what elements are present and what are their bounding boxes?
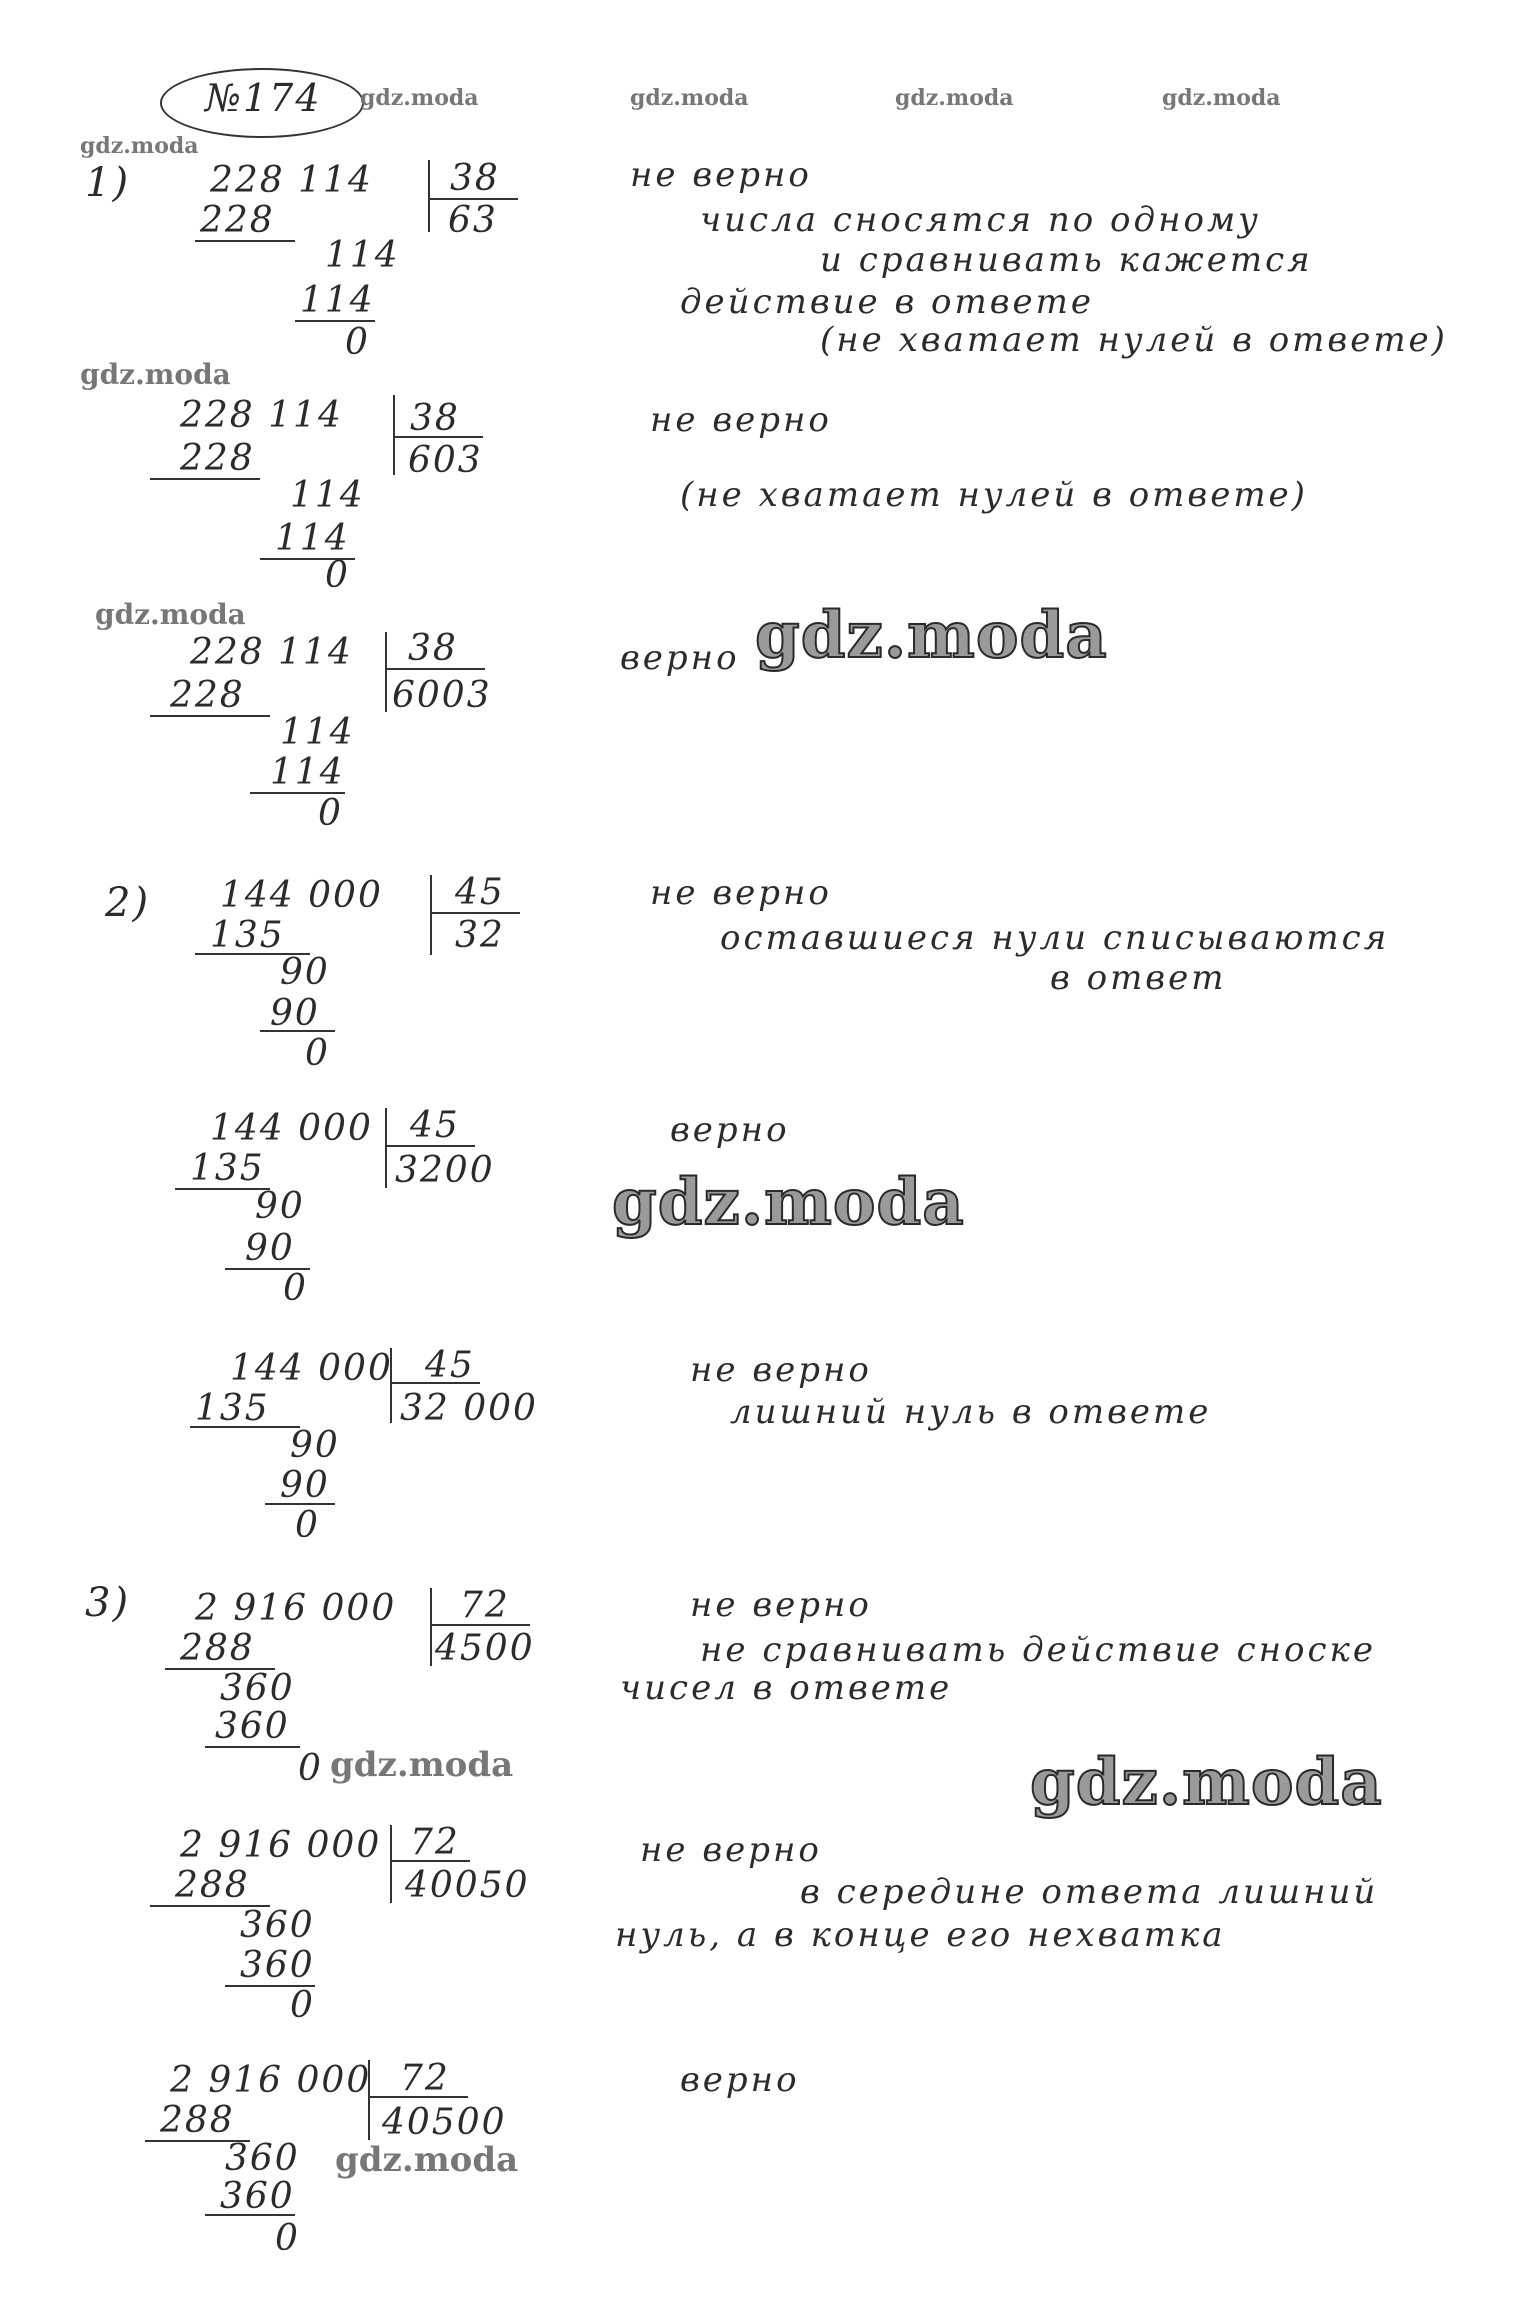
step: 0 bbox=[290, 1985, 315, 2026]
quotient: 32 bbox=[455, 915, 505, 956]
step: 0 bbox=[298, 1748, 323, 1789]
step: 0 bbox=[325, 555, 350, 596]
divisor: 45 bbox=[455, 872, 505, 913]
step: 0 bbox=[295, 1505, 320, 1546]
divisor: 72 bbox=[460, 1585, 510, 1626]
watermark: gdz.moda bbox=[360, 85, 479, 111]
quotient: 603 bbox=[408, 440, 483, 481]
step: 0 bbox=[305, 1033, 330, 1074]
note: не верно bbox=[630, 155, 812, 195]
step: 360 bbox=[225, 2138, 300, 2179]
dividend: 144 000 bbox=[210, 1108, 373, 1149]
step: 114 bbox=[270, 752, 345, 793]
note: числа сносятся по одному bbox=[700, 200, 1261, 240]
step: 228 bbox=[170, 675, 245, 716]
watermark: gdz.moda bbox=[895, 85, 1014, 111]
dividend: 144 000 bbox=[230, 1348, 393, 1389]
note: верно bbox=[620, 638, 740, 678]
quotient: 40500 bbox=[382, 2102, 507, 2143]
section-label: 1) bbox=[85, 160, 131, 206]
note: в середине ответа лишний bbox=[800, 1872, 1379, 1912]
step: 90 bbox=[245, 1228, 295, 1269]
note: не верно bbox=[650, 873, 832, 913]
step: 228 bbox=[180, 438, 255, 479]
dividend: 228 114 bbox=[180, 395, 343, 436]
watermark: gdz.moda bbox=[1162, 85, 1281, 111]
dividend: 2 916 000 bbox=[195, 1588, 397, 1629]
section-label: 3) bbox=[85, 1580, 131, 1626]
note: не верно bbox=[690, 1585, 872, 1625]
quotient: 32 000 bbox=[400, 1388, 538, 1429]
step: 114 bbox=[290, 475, 365, 516]
divisor: 72 bbox=[400, 2058, 450, 2099]
watermark-large: gdz.moda bbox=[755, 598, 1108, 673]
note: оставшиеся нули списываются bbox=[720, 918, 1390, 958]
step: 228 bbox=[200, 200, 275, 241]
step: 90 bbox=[290, 1425, 340, 1466]
step: 114 bbox=[300, 280, 375, 321]
quotient: 6003 bbox=[392, 675, 492, 716]
problem-number: №174 bbox=[205, 76, 322, 120]
watermark: gdz.moda bbox=[335, 2140, 519, 2180]
step: 135 bbox=[190, 1148, 265, 1189]
watermark: gdz.moda bbox=[80, 133, 199, 159]
step: 360 bbox=[240, 1945, 315, 1986]
note: (не хватает нулей в ответе) bbox=[820, 320, 1448, 360]
step: 288 bbox=[180, 1628, 255, 1669]
note: и сравнивать кажется bbox=[820, 240, 1313, 280]
note: чисел в ответе bbox=[620, 1668, 953, 1708]
note: нуль, а в конце его нехватка bbox=[615, 1915, 1226, 1955]
step: 90 bbox=[255, 1186, 305, 1227]
note: верно bbox=[680, 2060, 800, 2100]
step: 0 bbox=[318, 793, 343, 834]
watermark: gdz.moda bbox=[630, 85, 749, 111]
watermark-large: gdz.moda bbox=[1030, 1745, 1383, 1820]
watermark: gdz.moda bbox=[80, 358, 231, 391]
step: 135 bbox=[195, 1388, 270, 1429]
divisor: 38 bbox=[410, 398, 460, 439]
note: в ответ bbox=[1050, 958, 1227, 998]
watermark: gdz.moda bbox=[95, 598, 246, 631]
step: 0 bbox=[275, 2218, 300, 2259]
dividend: 228 114 bbox=[190, 632, 353, 673]
dividend: 2 916 000 bbox=[180, 1825, 382, 1866]
step: 360 bbox=[215, 1706, 290, 1747]
step: 0 bbox=[345, 322, 370, 363]
note: лишний нуль в ответе bbox=[730, 1392, 1212, 1432]
step: 360 bbox=[220, 1668, 295, 1709]
step: 90 bbox=[280, 1465, 330, 1506]
note: (не хватает нулей в ответе) bbox=[680, 475, 1308, 515]
step: 90 bbox=[270, 993, 320, 1034]
step: 114 bbox=[280, 712, 355, 753]
note: не верно bbox=[690, 1350, 872, 1390]
step: 114 bbox=[275, 518, 350, 559]
quotient: 63 bbox=[448, 200, 498, 241]
step: 135 bbox=[210, 915, 285, 956]
note: не верно bbox=[640, 1830, 822, 1870]
dividend: 228 114 bbox=[210, 160, 373, 201]
divisor: 38 bbox=[450, 158, 500, 199]
note: не сравнивать действие сноске bbox=[700, 1630, 1376, 1670]
divisor: 72 bbox=[410, 1822, 460, 1863]
step: 114 bbox=[325, 235, 400, 276]
quotient: 4500 bbox=[435, 1628, 535, 1669]
watermark-large: gdz.moda bbox=[612, 1165, 965, 1240]
divisor: 45 bbox=[425, 1345, 475, 1386]
dividend: 144 000 bbox=[220, 875, 383, 916]
dividend: 2 916 000 bbox=[170, 2060, 372, 2101]
step: 0 bbox=[283, 1268, 308, 1309]
note: верно bbox=[670, 1110, 790, 1150]
quotient: 3200 bbox=[395, 1150, 495, 1191]
step: 90 bbox=[280, 952, 330, 993]
step: 288 bbox=[160, 2100, 235, 2141]
step: 360 bbox=[240, 1905, 315, 1946]
quotient: 40050 bbox=[405, 1865, 530, 1906]
step: 288 bbox=[175, 1865, 250, 1906]
watermark: gdz.moda bbox=[330, 1745, 514, 1785]
section-label: 2) bbox=[105, 880, 151, 926]
divisor: 38 bbox=[408, 628, 458, 669]
step: 360 bbox=[220, 2176, 295, 2217]
divisor: 45 bbox=[410, 1105, 460, 1146]
note: не верно bbox=[650, 400, 832, 440]
note: действие в ответе bbox=[680, 282, 1095, 322]
